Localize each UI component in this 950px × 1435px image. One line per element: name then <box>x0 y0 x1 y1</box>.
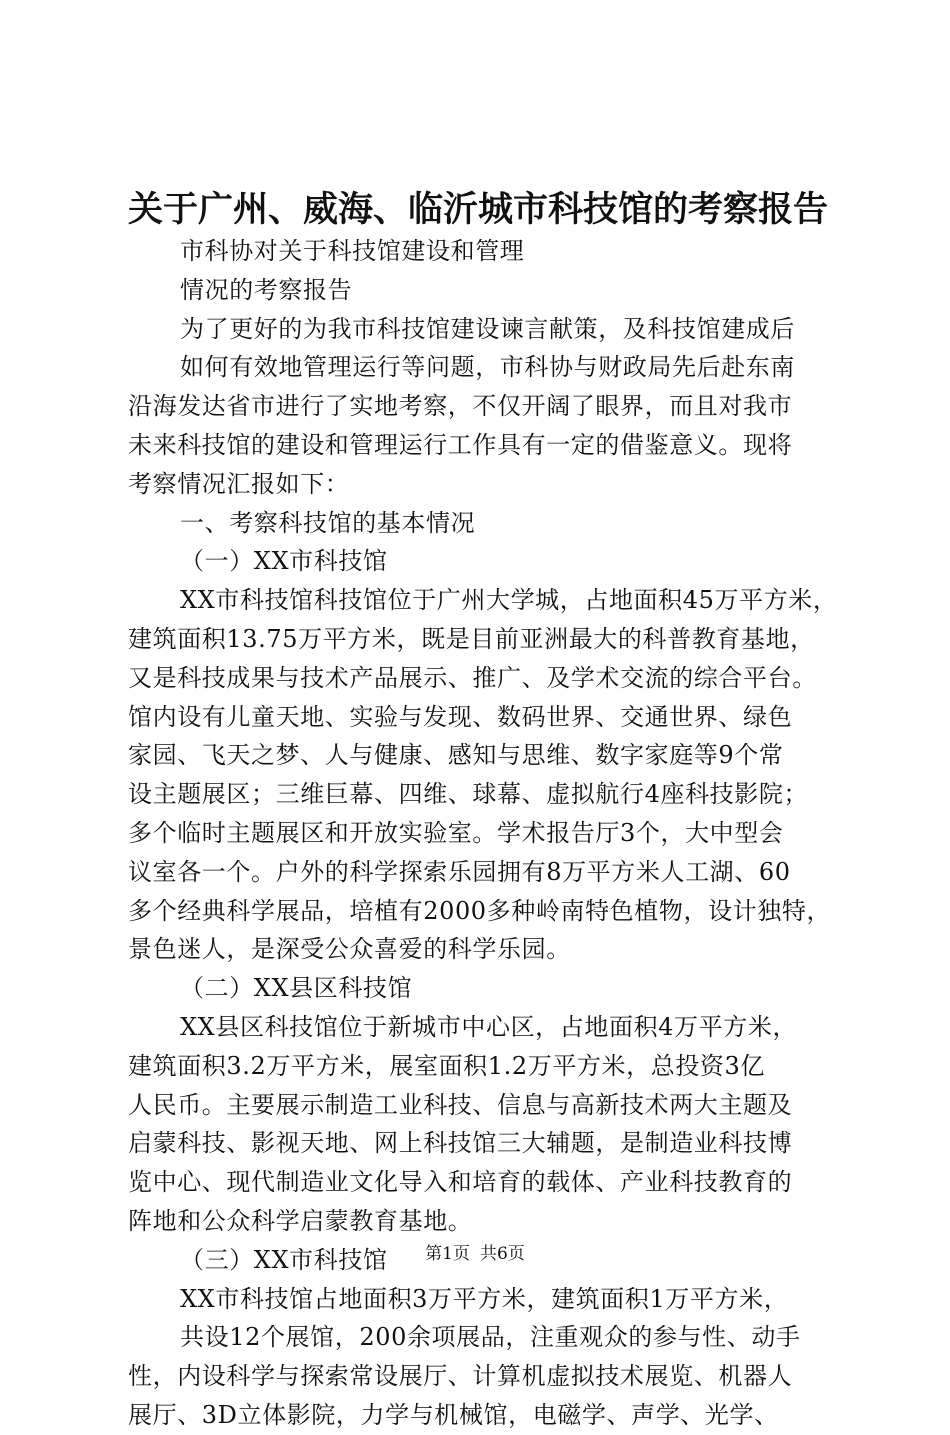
paragraph-line: 共设12个展馆，200余项展品，注重观众的参与性、动手 <box>180 1323 801 1352</box>
paragraph-line: 考察情况汇报如下： <box>128 469 350 498</box>
paragraph-line: 馆内设有儿童天地、实验与发现、数码世界、交通世界、绿色 <box>128 702 793 731</box>
paragraph-line: 多个临时主题展区和开放实验室。学术报告厅3个，大中型会 <box>128 818 784 847</box>
paragraph-line: 为了更好的为我市科技馆建设谏言献策，及科技馆建成后 <box>180 314 795 343</box>
paragraph-line: 景色迷人，是深受公众喜爱的科学乐园。 <box>128 935 571 964</box>
paragraph-line: 人民币。主要展示制造工业科技、信息与高新技术两大主题及 <box>128 1090 793 1119</box>
page-number: 第1页 <box>425 1244 470 1264</box>
document-title: 关于广州、威海、临沂城市科技馆的考察报告 <box>128 189 829 230</box>
paragraph-line: 展厅、3D立体影院，力学与机械馆，电磁学、声学、光学、 <box>128 1400 779 1429</box>
paragraph-line: 未来科技馆的建设和管理运行工作具有一定的借鉴意义。现将 <box>128 430 793 459</box>
page-total: 共6页 <box>480 1244 525 1264</box>
paragraph-line: 性，内设科学与探索常设展厅、计算机虚拟技术展览、机器人 <box>128 1362 793 1391</box>
subsection-heading: （三）XX市科技馆 <box>180 1245 388 1274</box>
paragraph-line: XX市科技馆占地面积3万平方米，建筑面积1万平方米， <box>180 1284 789 1313</box>
paragraph-line: 如何有效地管理运行等问题，市科协与财政局先后赴东南 <box>180 353 795 382</box>
subtitle-line: 情况的考察报告 <box>180 275 353 304</box>
paragraph-line: XX县区科技馆位于新城市中心区，占地面积4万平方米， <box>180 1012 798 1041</box>
subsection-heading: （一）XX市科技馆 <box>180 547 388 576</box>
paragraph-line: 建筑面积3.2万平方米，展室面积1.2万平方米，总投资3亿 <box>128 1051 766 1080</box>
subsection-heading: （二）XX县区科技馆 <box>180 974 413 1003</box>
paragraph-line: 阵地和公众科学启蒙教育基地。 <box>128 1206 473 1235</box>
paragraph-line: 沿海发达省市进行了实地考察，不仅开阔了眼界，而且对我市 <box>128 392 793 421</box>
paragraph-line: 议室各一个。户外的科学探索乐园拥有8万平方米人工湖、60 <box>128 857 791 886</box>
paragraph-line: 家园、飞天之梦、人与健康、感知与思维、数字家庭等9个常 <box>128 741 784 770</box>
paragraph-line: 设主题展区；三维巨幕、四维、球幕、虚拟航行4座科技影院； <box>128 780 809 809</box>
paragraph-line: 建筑面积13.75万平方米，既是目前亚洲最大的科普教育基地， <box>128 624 815 653</box>
paragraph-line: 览中心、现代制造业文化导入和培育的载体、产业科技教育的 <box>128 1168 793 1197</box>
paragraph-line: XX市科技馆科技馆位于广州大学城，占地面积45万平方米， <box>180 586 838 615</box>
subtitle-line: 市科协对关于科技馆建设和管理 <box>180 237 525 265</box>
paragraph-line: 又是科技成果与技术产品展示、推广、及学术交流的综合平台。 <box>128 663 817 692</box>
section-heading: 一、考察科技馆的基本情况 <box>180 508 476 537</box>
paragraph-line: 启蒙科技、影视天地、网上科技馆三大辅题，是制造业科技博 <box>128 1129 793 1158</box>
page-footer <box>0 1242 950 1266</box>
paragraph-line: 多个经典科学展品，培植有2000多种岭南特色植物，设计独特， <box>128 896 832 925</box>
